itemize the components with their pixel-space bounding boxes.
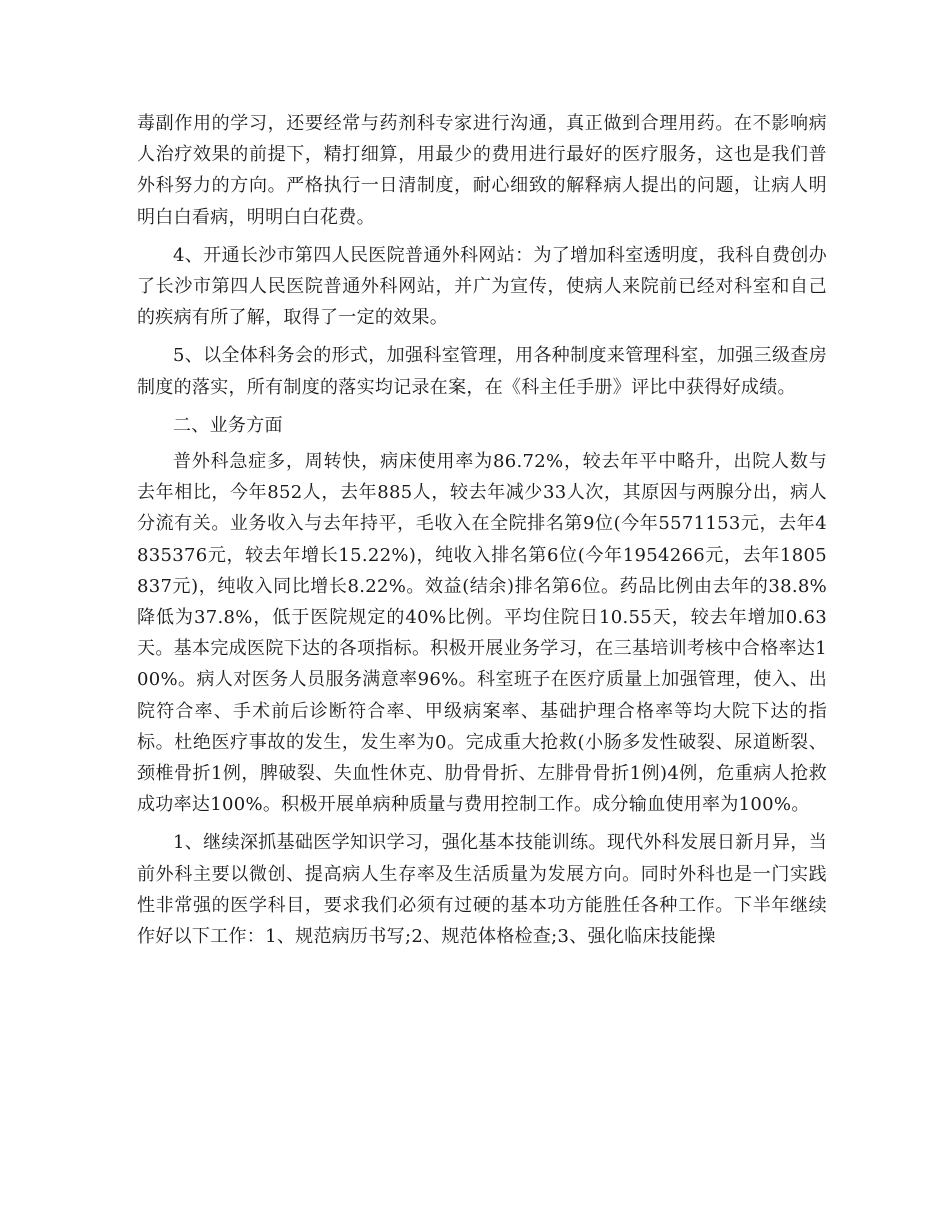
paragraph-item-5-management: 5、以全体科务会的形式，加强科室管理，用各种制度来管理科室，加强三级查房制度的落实，所有制度的落实均记录在案，在《科主任手册》评比中获得好成绩。: [137, 345, 827, 398]
paragraph-item-1-training: 1、继续深抓基础医学知识学习，强化基本技能训练。现代外科发展日新月异，当前外科主要以微创、提高病人生存率及生活质量为发展方向。同时外科也是一门实践性非常强的医学科目，要求我们必须有过硬的基本功方能胜任各种工作。下半年继续作好以下工作：1、规范病历书写;2、规范体格检查;3、强化临床技能操: [137, 832, 827, 948]
document-page: [137, 108, 827, 959]
section-heading-business: 二、业务方面: [173, 414, 283, 436]
paragraph-business-statistics: 普外科急症多，周转快，病床使用率为86.72%，较去年平中略升，出院人数与去年相比，今年852人，去年885人，较去年减少33人次，其原因与两腺分出，病人分流有关。业务收入与去年持平，毛收入在全院排名第9位(今年5571153元，去年4835376元，较去年增长15.22%)，纯收入排名第6位(今年1954266元，去年1805837元)，纯收入同比增长8.22%。效益(结余)排名第6位。药品比例由去年的38.8%降低为37.8%，低于医院规定的40%比例。平均住院日10.55天，较去年增加0.63天。基本完成医院下达的各项指标。积极开展业务学习，在三基培训考核中合格率达100%。病人对医务人员服务满意率96%。科室班子在医疗质量上加强管理，使入、出院符合率、手术前后诊断符合率、甲级病案率、基础护理合格率等均大院下达的指标。杜绝医疗事故的发生，发生率为0。完成重大抢救(小肠多发性破裂、尿道断裂、颈椎骨折1例，脾破裂、失血性休克、肋骨骨折、左腓骨骨折1例)4例，危重病人抢救成功率达100%。积极开展单病种质量与费用控制工作。成分输血使用率为100%。: [137, 451, 827, 816]
paragraph-continuation: 毒副作用的学习，还要经常与药剂科专家进行沟通，真正做到合理用药。在不影响病人治疗效果的前提下，精打细算，用最少的费用进行最好的医疗服务，这也是我们普外科努力的方向。严格执行一日清制度，耐心细致的解释病人提出的问题，让病人明明白白看病，明明白白花费。: [137, 113, 827, 228]
paragraph-item-4-website: 4、开通长沙市第四人民医院普通外科网站：为了增加科室透明度，我科自费创办了长沙市第四人民医院普通外科网站，并广为宣传，使病人来院前已经对科室和自己的疾病有所了解，取得了一定的效果。: [137, 244, 827, 329]
